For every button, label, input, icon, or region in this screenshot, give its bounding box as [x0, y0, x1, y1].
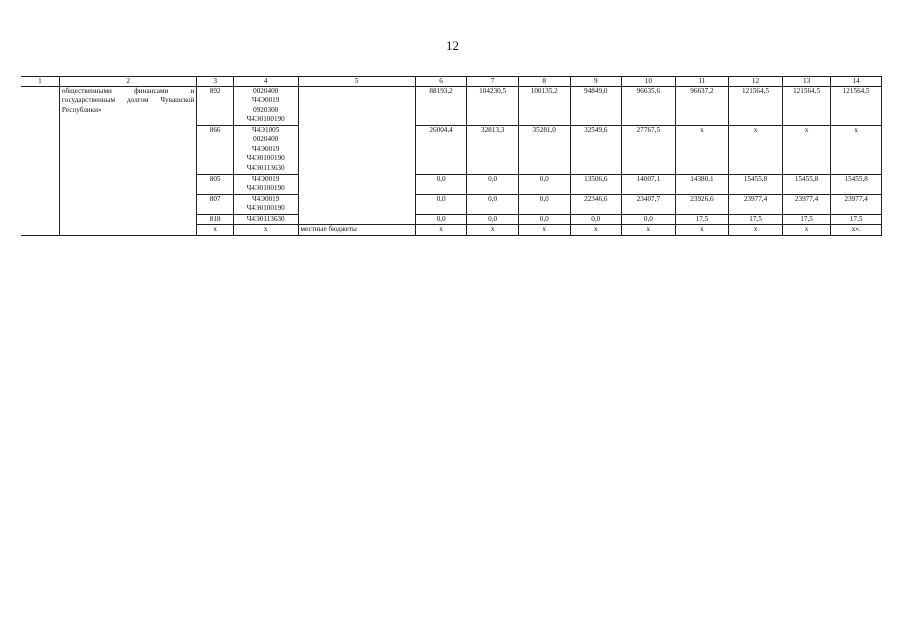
value-cell: 0,0 — [622, 215, 676, 225]
table-row — [21, 87, 882, 126]
value-cell: 0,0 — [415, 195, 467, 215]
value-cell: 0,0 — [570, 215, 622, 225]
col5-cell: местные бюджеты — [298, 225, 415, 235]
code-line: Ч4Э0100190 — [246, 204, 285, 213]
value-cell: 96635,6 — [622, 87, 676, 126]
col3-cell: 805 — [197, 175, 233, 195]
budget-table — [21, 76, 882, 236]
value-cell: 0,0 — [467, 175, 519, 195]
value-cell: 96637,2 — [675, 87, 729, 126]
value-cell: 15455,8 — [782, 175, 831, 195]
value-cell: 0,0 — [467, 195, 519, 215]
code-line: Ч4Э0100190 — [246, 154, 285, 163]
header-cell: 9 — [570, 77, 622, 87]
value-cell: 0,0 — [518, 175, 570, 195]
codes-cell — [233, 175, 298, 195]
value-cell: х — [729, 225, 783, 235]
value-cell: 15455,8 — [729, 175, 783, 195]
value-cell: 104230,5 — [467, 87, 519, 126]
program-name-cell: общественными финансами и государственным долгом Чувашской Республики» — [59, 87, 197, 236]
code-line: Ч4Э0019 — [251, 195, 280, 203]
code-line: Ч4Э0100190 — [246, 184, 285, 193]
code-line: 0020400 — [253, 135, 279, 144]
value-cell: 32549,6 — [570, 126, 622, 175]
header-cell: 1 — [21, 77, 59, 87]
code-line: Ч4Э0113630 — [246, 163, 285, 172]
col3-cell: 892 — [197, 87, 233, 126]
value-cell: 121564,5 — [831, 87, 882, 126]
col1-cell — [21, 87, 59, 236]
value-cell: 17,5 — [782, 215, 831, 225]
value-cell: х — [729, 126, 783, 175]
header-cell: 13 — [782, 77, 831, 87]
code-line: Ч4Э0100190 — [246, 115, 285, 124]
value-cell: 17,5 — [831, 215, 882, 225]
value-cell: 23977,4 — [729, 195, 783, 215]
value-cell: 23977,4 — [782, 195, 831, 215]
code-line: х — [263, 225, 268, 234]
value-cell: 88193,2 — [415, 87, 467, 126]
value-cell: х». — [831, 225, 882, 235]
value-cell: х — [675, 225, 729, 235]
value-cell: 23926,6 — [675, 195, 729, 215]
value-cell: 0,0 — [467, 215, 519, 225]
code-line: Ч4Э1005 — [251, 126, 280, 134]
value-cell: 0,0 — [415, 215, 467, 225]
value-cell: 100135,2 — [518, 87, 570, 126]
value-cell: 0,0 — [415, 175, 467, 195]
col3-cell: х — [197, 225, 233, 235]
header-cell: 14 — [831, 77, 882, 87]
value-cell: х — [518, 225, 570, 235]
header-row — [21, 77, 882, 87]
value-cell: 94849,0 — [570, 87, 622, 126]
value-cell: х — [782, 126, 831, 175]
value-cell: 32813,3 — [467, 126, 519, 175]
value-cell: 27767,5 — [622, 126, 676, 175]
col3-cell: 866 — [197, 126, 233, 175]
codes-cell — [233, 215, 298, 225]
header-cell: 5 — [298, 77, 415, 87]
value-cell: 121564,5 — [782, 87, 831, 126]
header-cell: 11 — [675, 77, 729, 87]
header-cell: 4 — [233, 77, 298, 87]
header-cell: 10 — [622, 77, 676, 87]
value-cell: 13506,6 — [570, 175, 622, 195]
value-cell: х — [831, 126, 882, 175]
value-cell: 26004,4 — [415, 126, 467, 175]
value-cell: 14380,1 — [675, 175, 729, 195]
codes-cell — [233, 126, 298, 175]
header-cell: 2 — [59, 77, 197, 87]
col5-cell — [298, 87, 415, 225]
header-cell: 3 — [197, 77, 233, 87]
code-line: Ч4Э0113630 — [246, 215, 285, 223]
header-cell: 8 — [518, 77, 570, 87]
header-cell: 6 — [415, 77, 467, 87]
value-cell: 0,0 — [518, 215, 570, 225]
codes-cell — [233, 195, 298, 215]
value-cell: 121564,5 — [729, 87, 783, 126]
header-cell: 12 — [729, 77, 783, 87]
col3-cell: 807 — [197, 195, 233, 215]
code-line: Ч4Э0019 — [251, 144, 280, 153]
col3-cell: 818 — [197, 215, 233, 225]
value-cell: х — [415, 225, 467, 235]
value-cell: 14007,1 — [622, 175, 676, 195]
value-cell: 23407,7 — [622, 195, 676, 215]
code-line: 0920300 — [253, 105, 279, 114]
code-line: Ч4Э0019 — [251, 175, 280, 183]
value-cell: 15455,8 — [831, 175, 882, 195]
value-cell: х — [570, 225, 622, 235]
codes-cell — [233, 87, 298, 126]
page-number: 12 — [446, 38, 459, 53]
value-cell: 17,5 — [729, 215, 783, 225]
value-cell: 0,0 — [518, 195, 570, 215]
value-cell: х — [782, 225, 831, 235]
value-cell: 35281,0 — [518, 126, 570, 175]
code-line: Ч4Э0019 — [251, 96, 280, 105]
value-cell: х — [675, 126, 729, 175]
value-cell: х — [622, 225, 676, 235]
code-line: 0020400 — [253, 87, 279, 95]
value-cell: 22346,6 — [570, 195, 622, 215]
value-cell: 17,5 — [675, 215, 729, 225]
header-cell: 7 — [467, 77, 519, 87]
value-cell: 23977,4 — [831, 195, 882, 215]
value-cell: х — [467, 225, 519, 235]
codes-cell — [233, 225, 298, 235]
